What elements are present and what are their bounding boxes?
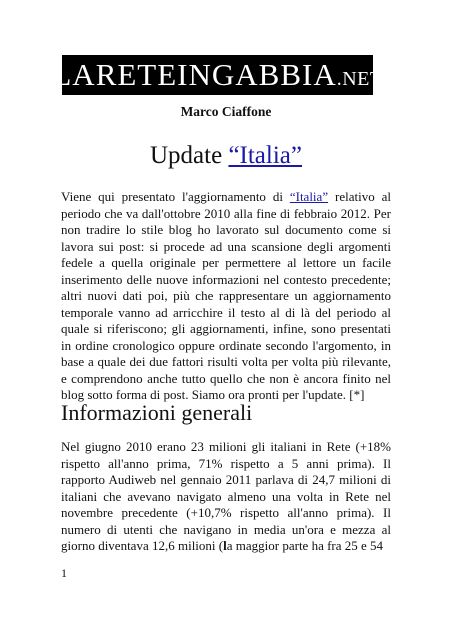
document-title bbox=[0, 142, 452, 170]
intro-paragraph bbox=[61, 189, 391, 404]
title-link-italia[interactable]: “Italia” bbox=[228, 142, 302, 169]
section-text-part1: Nel giugno 2010 erano 23 milioni gli italiani in Rete (+18% rispetto all'anno prima, 71% rispetto a 5 anni prima). Il rapporto Audiweb nel gennaio 2011 parlava di 24,7 milioni di italiani che avevano navigato almeno una volta in Rete nel novembre precedente (+10,7% rispetto all'anno prima). Il numero di utenti che navigano in media un'ora e mezza al giorno diventava 12,6 milioni ( bbox=[61, 439, 391, 553]
site-banner bbox=[52, 55, 383, 95]
section-text-bold: l bbox=[223, 538, 227, 553]
section-paragraph bbox=[61, 439, 391, 555]
section-heading: Informazioni generali bbox=[61, 400, 253, 425]
section-text-part2: a maggior parte ha fra 25 e 54 bbox=[226, 538, 384, 553]
title-prefix: Update bbox=[149, 142, 229, 169]
intro-link-italia[interactable]: “Italia” bbox=[289, 189, 329, 204]
intro-text-start: Viene qui presentato l'aggiornamento di bbox=[61, 189, 290, 204]
site-name: LARETEINGABBIA bbox=[52, 57, 337, 92]
site-tld: .NET bbox=[336, 68, 383, 90]
author-name: Marco Ciaffone bbox=[180, 104, 272, 119]
page-number: 1 bbox=[61, 566, 67, 580]
intro-text-rest: relativo al periodo che va dall'ottobre 2010 alla fine di febbraio 2012. Per non tradire lo stile blog ho lavorato sul documento come si lavora sui post: si procede ad una scansione degli argomenti fedele a quella originale per permettere al lettore un facile inserimento delle nuove informazioni nel contesto precedente; altri nuovi dati poi, più che rappresentare un aggiornamento temporale vanno ad arricchire il testo al di là del periodo al quale si riferiscono; gli aggiornamenti, infine, sono presentati in ordine cronologico oppure ordinate secondo l'argomento, in base a quale dei due fattori risulti volta per volta più rilevante, e comprendono anche tutto quello che non è ancora finito nel blog sotto forma di post. Siamo ora pronti per l'update. [*] bbox=[61, 189, 391, 402]
